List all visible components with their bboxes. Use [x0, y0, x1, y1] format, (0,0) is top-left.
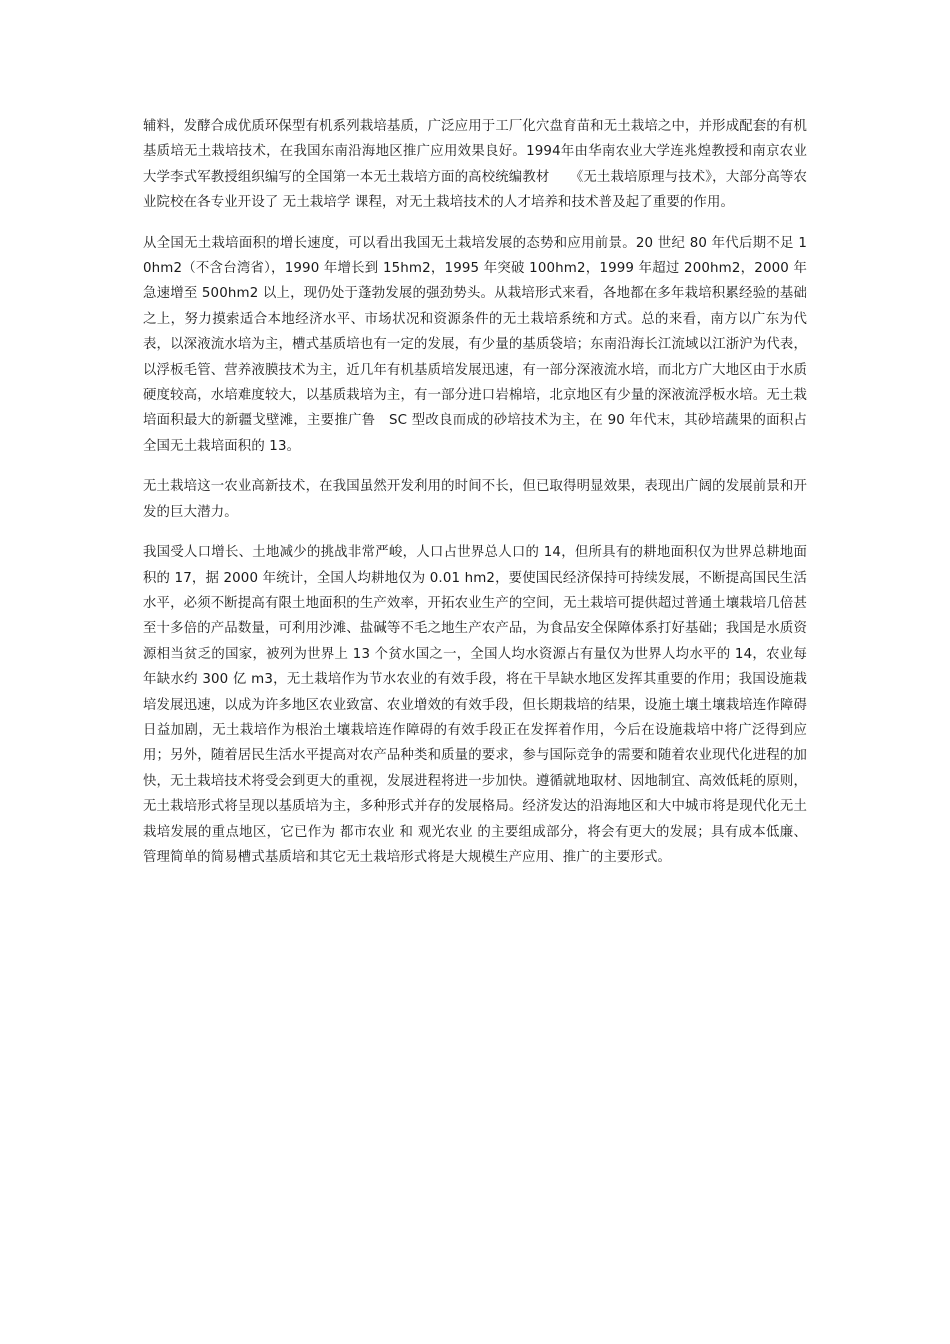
paragraph-2: 从全国无土栽培面积的增长速度，可以看出我国无土栽培发展的态势和应用前景。20 世纪 80 年代后期不足 10hm2（不含台湾省），1990 年增长到 15hm2，1995 年突破 100hm2，1999 年超过 200hm2，2000 年急速增至 500hm2 以上，现仍处于蓬勃发展的强劲势头。从栽培形式来看，各地都在多年栽培积累经验的基础之上，努力摸索适合本地经济水平、市场状况和资源条件的无土栽培系统和方式。总的来看，南方以广东为代表，以深液流水培为主，槽式基质培也有一定的发展，有少量的基质袋培；东南沿海长江流域以江浙沪为代表，以浮板毛管、营养液膜技术为主，近几年有机基质培发展迅速，有一部分深液流水培，而北方广大地区由于水质硬度较高，水培难度较大，以基质栽培为主，有一部分进口岩棉培，北京地区有少量的深液流浮板水培。无土栽培面积最大的新疆戈壁滩，主要推广鲁 SC 型改良而成的砂培技术为主，在 90 年代末，其砂培蔬果的面积占全国无土栽培面积的 13。 [143, 235, 807, 454]
document-body [143, 114, 807, 885]
paragraph-3: 无土栽培这一农业高新技术，在我国虽然开发利用的时间不长，但已取得明显效果，表现出广阔的发展前景和开发的巨大潜力。 [143, 479, 807, 520]
paragraph-4: 我国受人口增长、土地减少的挑战非常严峻，人口占世界总人口的 14，但所具有的耕地面积仅为世界总耕地面积的 17，据 2000 年统计，全国人均耕地仅为 0.01 hm2，要使国民经济保持可持续发展，不断提高国民生活水平，必须不断提高有限土地面积的生产效率，开拓农业生产的空间，无土栽培可提供超过普通土壤栽培几倍甚至十多倍的产品数量，可利用沙滩、盐碱等不毛之地生产农产品，为食品安全保障体系打好基础；我国是水质资源相当贫乏的国家，被列为世界上 13 个贫水国之一，全国人均水资源占有量仅为世界人均水平的 14，农业每年缺水约 300 亿 m3，无土栽培作为节水农业的有效手段，将在干旱缺水地区发挥其重要的作用；我国设施栽培发展迅速，以成为许多地区农业致富、农业增效的有效手段，但长期栽培的结果，设施土壤土壤栽培连作障碍日益加剧，无土栽培作为根治土壤栽培连作障碍的有效手段正在发挥着作用，今后在设施栽培中将广泛得到应用；另外，随着居民生活水平提高对农产品种类和质量的要求，参与国际竞争的需要和随着农业现代化进程的加快，无土栽培技术将受会到更大的重视，发展进程将进一步加快。遵循就地取材、因地制宜、高效低耗的原则，无土栽培形式将呈现以基质培为主，多种形式并存的发展格局。经济发达的沿海地区和大中城市将是现代化无土栽培发展的重点地区，它已作为 都市农业 和 观光农业 的主要组成部分，将会有更大的发展；具有成本低廉、管理简单的简易槽式基质培和其它无土栽培形式将是大规模生产应用、推广的主要形式。 [143, 545, 807, 865]
paragraph-1: 辅料，发酵合成优质环保型有机系列栽培基质，广泛应用于工厂化穴盘育苗和无土栽培之中，并形成配套的有机基质培无土栽培技术，在我国东南沿海地区推广应用效果良好。1994年由华南农业大学连兆煌教授和南京农业大学李式军教授组织编写的全国第一本无土栽培方面的高校统编教材 《无土栽培原理与技术》，大部分高等农业院校在各专业开设了 无土栽培学 课程，对无土栽培技术的人才培养和技术普及起了重要的作用。 [143, 119, 807, 211]
